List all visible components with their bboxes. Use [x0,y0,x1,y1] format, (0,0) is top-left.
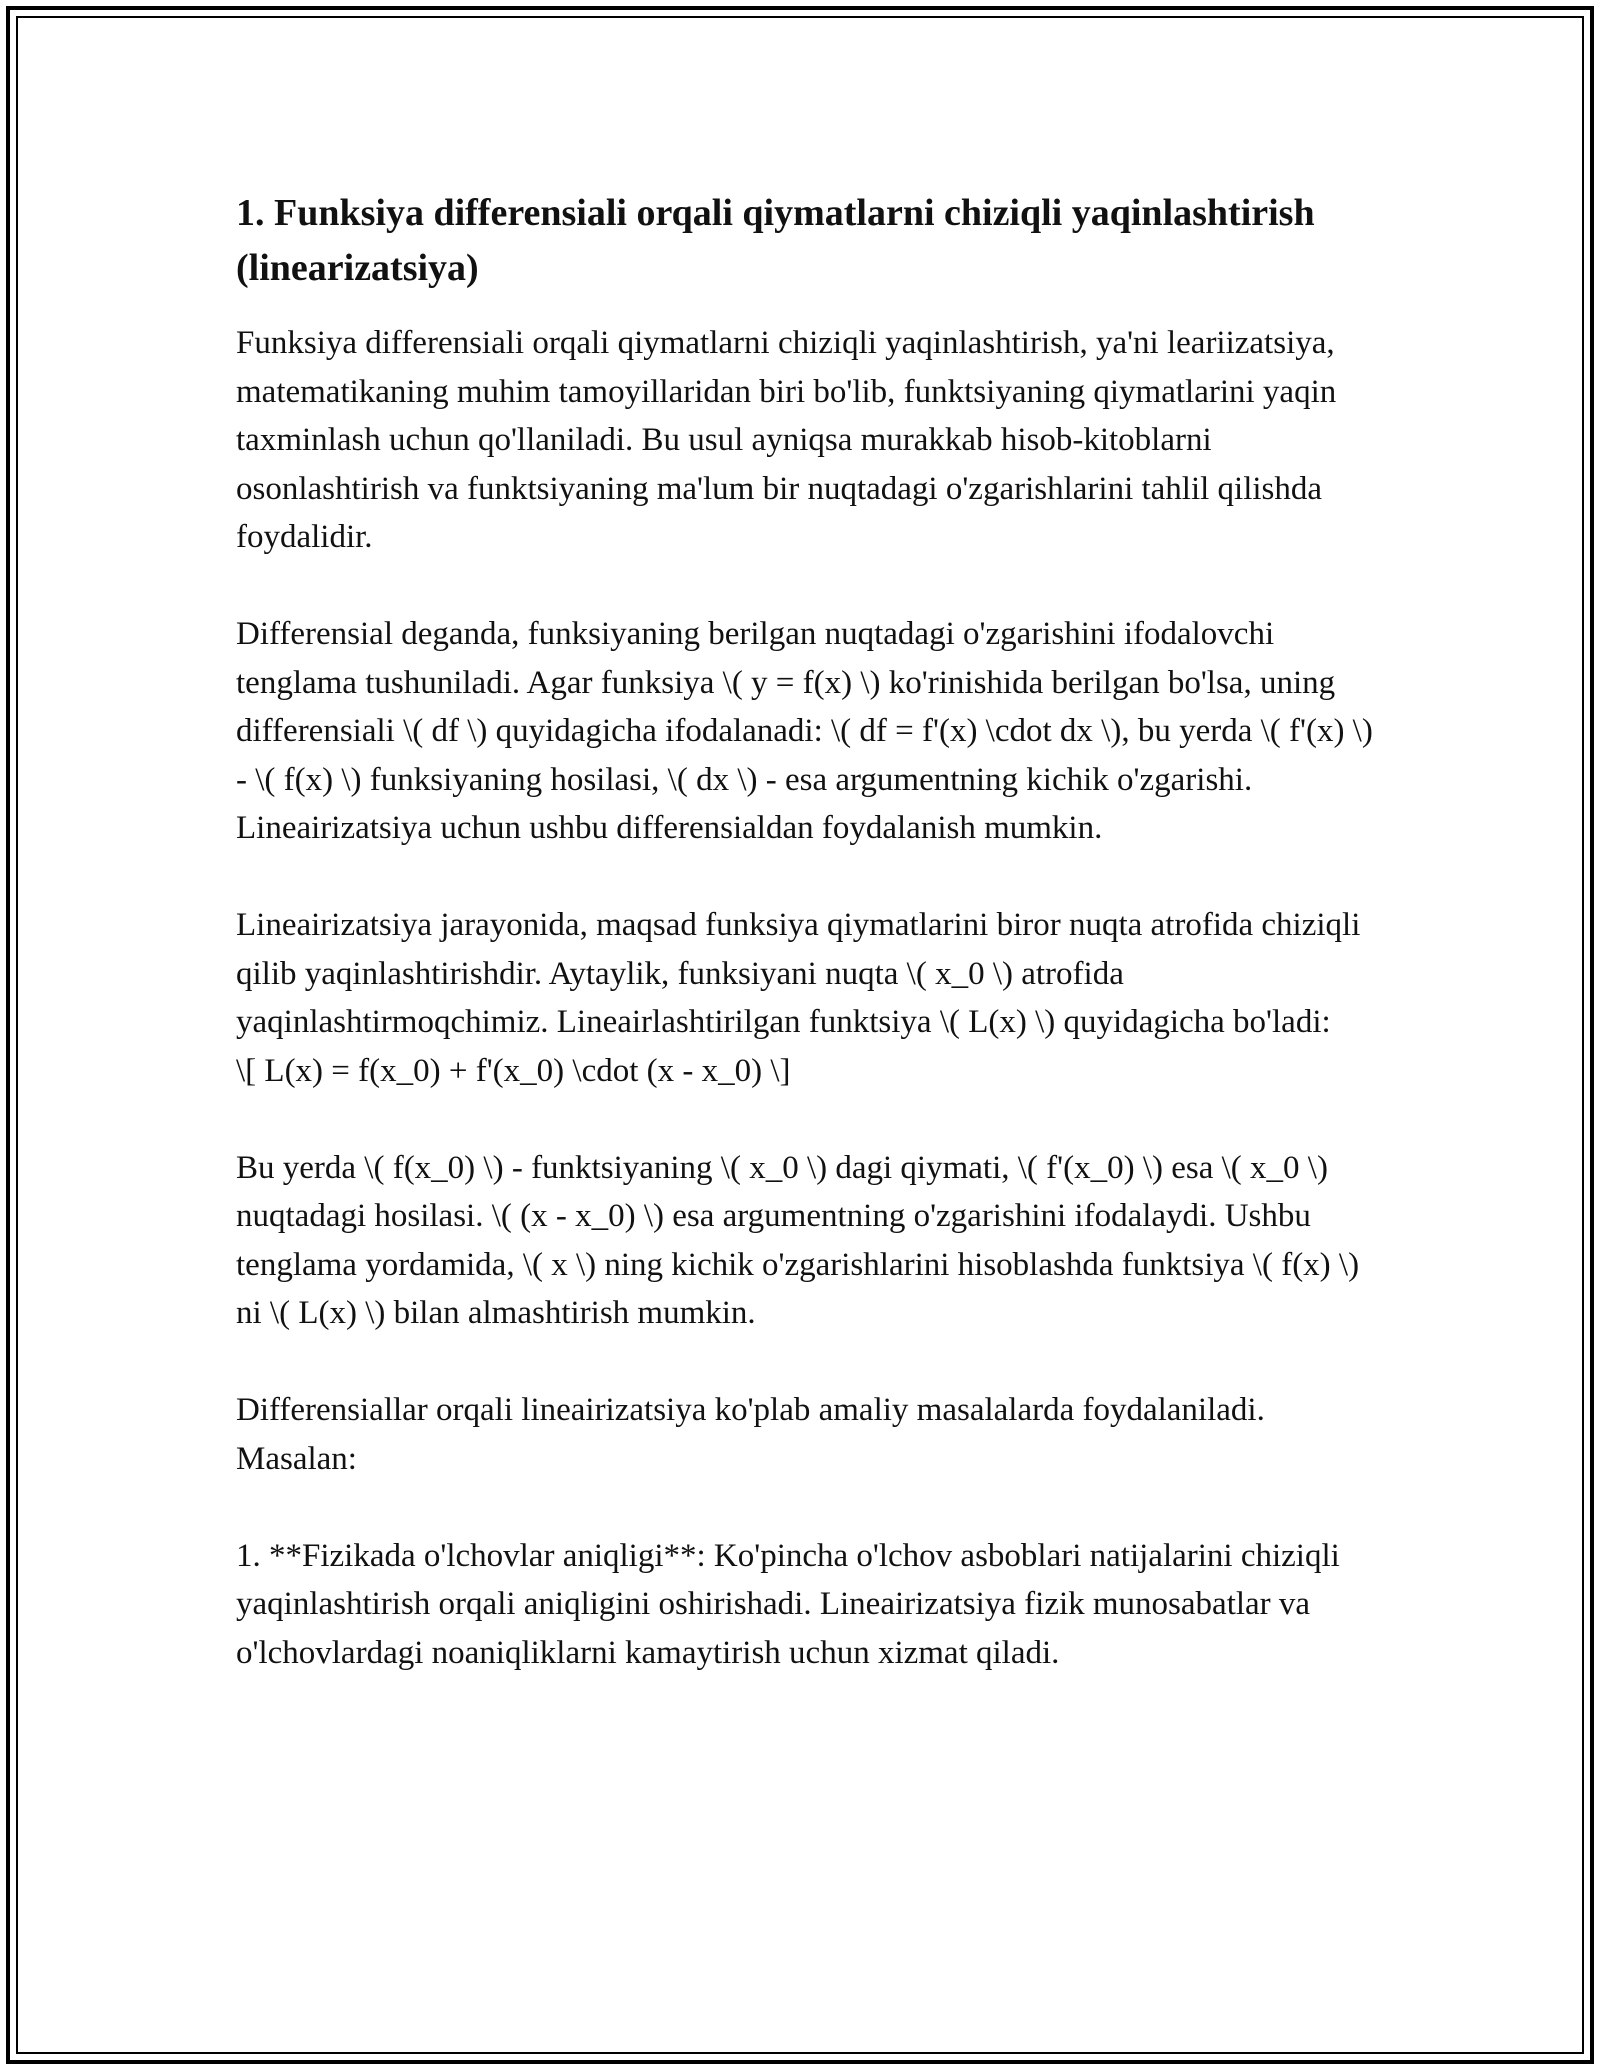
paragraph-spacer [236,562,1376,611]
paragraph-applications-intro: Differensiallar orqali lineairizatsiya ko'plab amaliy masalalarda foydalaniladi. Masalan: [236,1392,1274,1477]
paragraph-spacer [236,1483,1376,1532]
document-body [236,186,1382,1677]
paragraph-spacer [236,853,1376,902]
paragraph-differential-definition: Differensial deganda, funksiyaning berilgan nuqtadagi o'zgarishini ifodalovchi tenglama tushuniladi. Agar funksiya \( y = f(x) \) ko'rinishida berilgan bo'lsa, uning differensiali \( df \) quyidagicha ifodalanadi: \( df = f'(x) \cdot dx \), bu yerda \( f'(x) \) - \( f(x) \) funksiyaning hosilasi, \( dx \) - esa argumentning kichik o'zgarishi. Lineairizatsiya uchun ushbu differensialdan foydalanish mumkin. [236,616,1382,846]
paragraph-formula-explanation: Bu yerda \( f(x_0) \) - funktsiyaning \( x_0 \) dagi qiymati, \( f'(x_0) \) esa \( x_0 \) nuqtadagi hosilasi. \( (x - x_0) \) esa argumentning o'zgarishini ifodalaydi. Ushbu tenglama yordamida, \( x \) ning kichik o'zgarishlarini hisoblashda funktsiya \( f(x) \) ni \( L(x) \) bilan almashtirish mumkin. [236,1149,1368,1331]
paragraph-introduction: Funksiya differensiali orqali qiymatlarni chiziqli yaqinlashtirish, ya'ni leariizatsiya, matematikaning muhim tamoyillaridan biri bo'lib, funktsiyaning qiymatlarini yaqin taxminlash uchun qo'llaniladi. Bu usul ayniqsa murakkab hisob-kitoblarni osonlashtirish va funktsiyaning ma'lum bir nuqtadagi o'zgarishlarini tahlil qilishda foydalidir. [236,325,1345,555]
paragraph-linearization-formula: Lineairizatsiya jarayonida, maqsad funksiya qiymatlarini biror nuqta atrofida chiziqli qilib yaqinlashtirishdir. Aytaylik, funksiyani nuqta \( x_0 \) atrofida yaqinlashtirmoqchimiz. Lineairlashtirilgan funktsiya \( L(x) \) quyidagicha bo'ladi: \[ L(x) = f(x_0) + f'(x_0) \cdot (x - x_0) \] [236,907,1361,1089]
list-item-physics: 1. **Fizikada o'lchovlar aniqligi**: Ko'pincha o'lchov asboblari natijalarini chiziqli yaqinlashtirish orqali aniqligini oshirishadi. Lineairizatsiya fizik munosabatlar va o'lchovlardagi noaniqliklarni kamaytirish uchun xizmat qiladi. [236,1537,1349,1671]
document-heading: 1. Funksiya differensiali orqali qiymatlarni chiziqli yaqinlashtirish (linearizatsiya) [236,192,1315,289]
paragraph-spacer [236,1338,1376,1387]
paragraph-spacer [236,1095,1376,1144]
